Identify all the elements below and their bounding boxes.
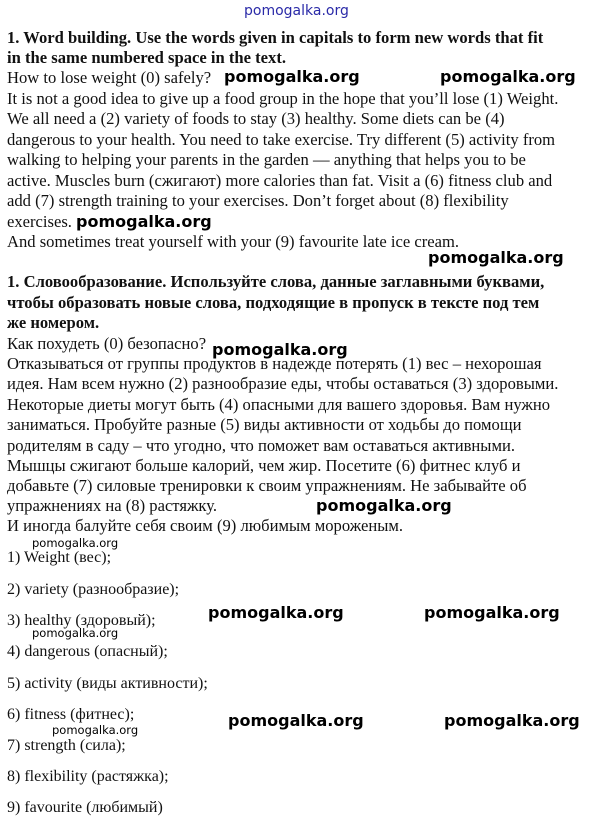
russian-heading-line-2: чтобы образовать новые слова, подходящие в пропуск в тексте под тем [7, 293, 540, 312]
watermark: pomogalka.org [316, 496, 452, 515]
answer-item: 2) variety (разнообразие); [7, 581, 180, 598]
answer-item: 8) flexibility (растяжка); [7, 768, 169, 785]
english-heading-line-2: in the same numbered space in the text. [7, 48, 287, 67]
english-text-line: How to lose weight (0) safely? [7, 68, 212, 87]
watermark: pomogalka.org [52, 723, 139, 737]
watermark: pomogalka.org [32, 536, 119, 550]
russian-text-line: Отказываться от группы продуктов в надежде потерять (1) вес – нехорошая [7, 354, 542, 373]
watermark: pomogalka.org [212, 340, 348, 359]
answer-item: 6) fitness (фитнес); [7, 706, 135, 723]
english-text-line: add (7) strength training to your exercises. Don’t forget about (8) flexibility [7, 191, 509, 210]
english-text-line: It is not a good idea to give up a food group in the hope that you’ll lose (1) Weight. [7, 89, 559, 108]
russian-text-line: И иногда балуйте себя своим (9) любимым мороженым. [7, 516, 404, 535]
english-text-line: active. Muscles burn (сжигают) more calories than fat. Visit a (6) fitness club and [7, 171, 553, 190]
english-text-line: dangerous to your health. You need to take exercise. Try different (5) activity from [7, 130, 556, 149]
watermark: pomogalka.org [244, 3, 349, 19]
watermark: pomogalka.org [444, 711, 580, 730]
russian-text-line: Некоторые диеты могут быть (4) опасными для вашего здоровья. Вам нужно [7, 395, 551, 414]
russian-text-line: заниматься. Пробуйте разные (5) виды активности от ходьбы до помощи [7, 415, 522, 434]
russian-text-line: Мышцы сжигают больше калорий, чем жир. Посетите (6) фитнес клуб и [7, 456, 521, 475]
english-heading-line-1: 1. Word building. Use the words given in capitals to form new words that fit [7, 28, 544, 47]
russian-text-line: родителям в саду – что угодно, что поможет вам оставаться активными. [7, 436, 515, 455]
answer-item: 7) strength (сила); [7, 737, 126, 754]
answer-item: 9) favourite (любимый) [7, 799, 163, 816]
watermark: pomogalka.org [424, 603, 560, 622]
watermark: pomogalka.org [208, 603, 344, 622]
russian-text-line: Как похудеть (0) безопасно? [7, 334, 207, 353]
watermark: pomogalka.org [76, 212, 212, 231]
answer-item: 1) Weight (вес); [7, 549, 112, 566]
russian-heading-line-1: 1. Словообразование. Используйте слова, данные заглавными буквами, [7, 272, 545, 291]
russian-text-line: добавьте (7) силовые тренировки к своим упражнениям. Не забывайте об [7, 476, 527, 495]
russian-heading-line-3: же номером. [7, 313, 100, 332]
english-text-line: We all need a (2) variety of foods to stay (3) healthy. Some diets can be (4) [7, 109, 505, 128]
english-text-line: walking to helping your parents in the garden — anything that helps you to be [7, 150, 526, 169]
watermark: pomogalka.org [228, 711, 364, 730]
watermark: pomogalka.org [440, 67, 576, 86]
english-text-line: exercises. [7, 212, 72, 231]
answer-item: 5) activity (виды активности); [7, 675, 208, 692]
watermark: pomogalka.org [428, 248, 564, 267]
answer-item: 4) dangerous (опасный); [7, 643, 168, 660]
russian-text-line: идея. Нам всем нужно (2) разнообразие еды, чтобы оставаться (3) здоровыми. [7, 374, 559, 393]
russian-text-line: упражнениях на (8) растяжку. [7, 496, 218, 515]
answer-item: 3) healthy (здоровый); [7, 612, 156, 629]
watermark: pomogalka.org [32, 626, 119, 640]
english-text-line: And sometimes treat yourself with your (9) favourite late ice cream. [7, 232, 460, 251]
watermark: pomogalka.org [224, 67, 360, 86]
